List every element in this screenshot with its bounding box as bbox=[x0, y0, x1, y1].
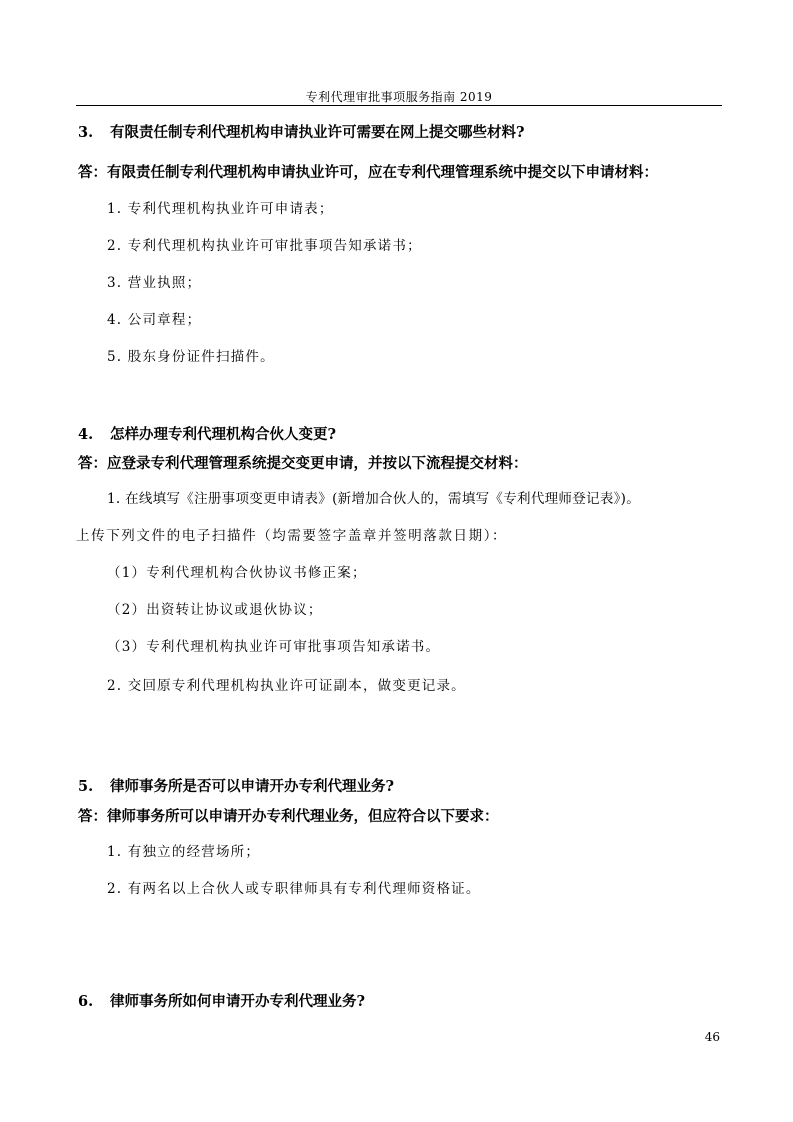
question-number: 5. bbox=[78, 778, 94, 795]
page-header: 专利代理审批事项服务指南 2019 bbox=[305, 90, 493, 104]
list-item: 2. 专利代理机构执业许可审批事项告知承诺书； bbox=[107, 238, 422, 254]
question-5 bbox=[78, 775, 394, 796]
list-item: 5. 股东身份证件扫描件。 bbox=[107, 349, 275, 365]
question-text: 律师事务所如何申请开办专利代理业务? bbox=[110, 993, 365, 1010]
list-item: 4. 公司章程； bbox=[107, 312, 202, 328]
question-number: 6. bbox=[78, 993, 94, 1010]
question-text: 有限责任制专利代理机构申请执业许可需要在网上提交哪些材料? bbox=[110, 124, 525, 141]
list-item: （1）专利代理机构合伙协议书修正案； bbox=[107, 565, 367, 581]
list-item: 2. 交回原专利代理机构执业许可证副本，做变更记录。 bbox=[107, 678, 466, 694]
answer-5: 答：律师事务所可以申请开办专利代理业务，但应符合以下要求： bbox=[78, 808, 499, 825]
list-item: 上传下列文件的电子扫描件（均需要签字盖章并签明落款日期）： bbox=[76, 528, 508, 544]
question-text: 律师事务所是否可以申请开办专利代理业务? bbox=[110, 778, 394, 795]
question-number: 3. bbox=[78, 124, 94, 141]
page-number: 46 bbox=[704, 1030, 720, 1044]
list-item: （2）出资转让协议或退伙协议； bbox=[107, 602, 323, 618]
question-number: 4. bbox=[78, 426, 94, 443]
list-item: 3. 营业执照； bbox=[107, 275, 202, 291]
list-item: 1. 专利代理机构执业许可申请表； bbox=[107, 201, 334, 217]
question-6 bbox=[78, 990, 365, 1011]
question-4 bbox=[78, 423, 336, 444]
list-item: 1. 在线填写《注册事项变更申请表》(新增加合伙人的，需填写《专利代理师登记表》)。 bbox=[107, 491, 641, 507]
list-item: （3）专利代理机构执业许可审批事项告知承诺书。 bbox=[107, 639, 441, 655]
answer-3: 答：有限责任制专利代理机构申请执业许可，应在专利代理管理系统中提交以下申请材料： bbox=[78, 164, 658, 181]
header-divider bbox=[76, 105, 722, 106]
question-text: 怎样办理专利代理机构合伙人变更? bbox=[110, 426, 336, 443]
answer-4: 答：应登录专利代理管理系统提交变更申请，并按以下流程提交材料： bbox=[78, 455, 528, 472]
question-3 bbox=[78, 121, 525, 142]
list-item: 1. 有独立的经营场所； bbox=[107, 844, 261, 860]
list-item: 2. 有两名以上合伙人或专职律师具有专利代理师资格证。 bbox=[107, 881, 481, 897]
